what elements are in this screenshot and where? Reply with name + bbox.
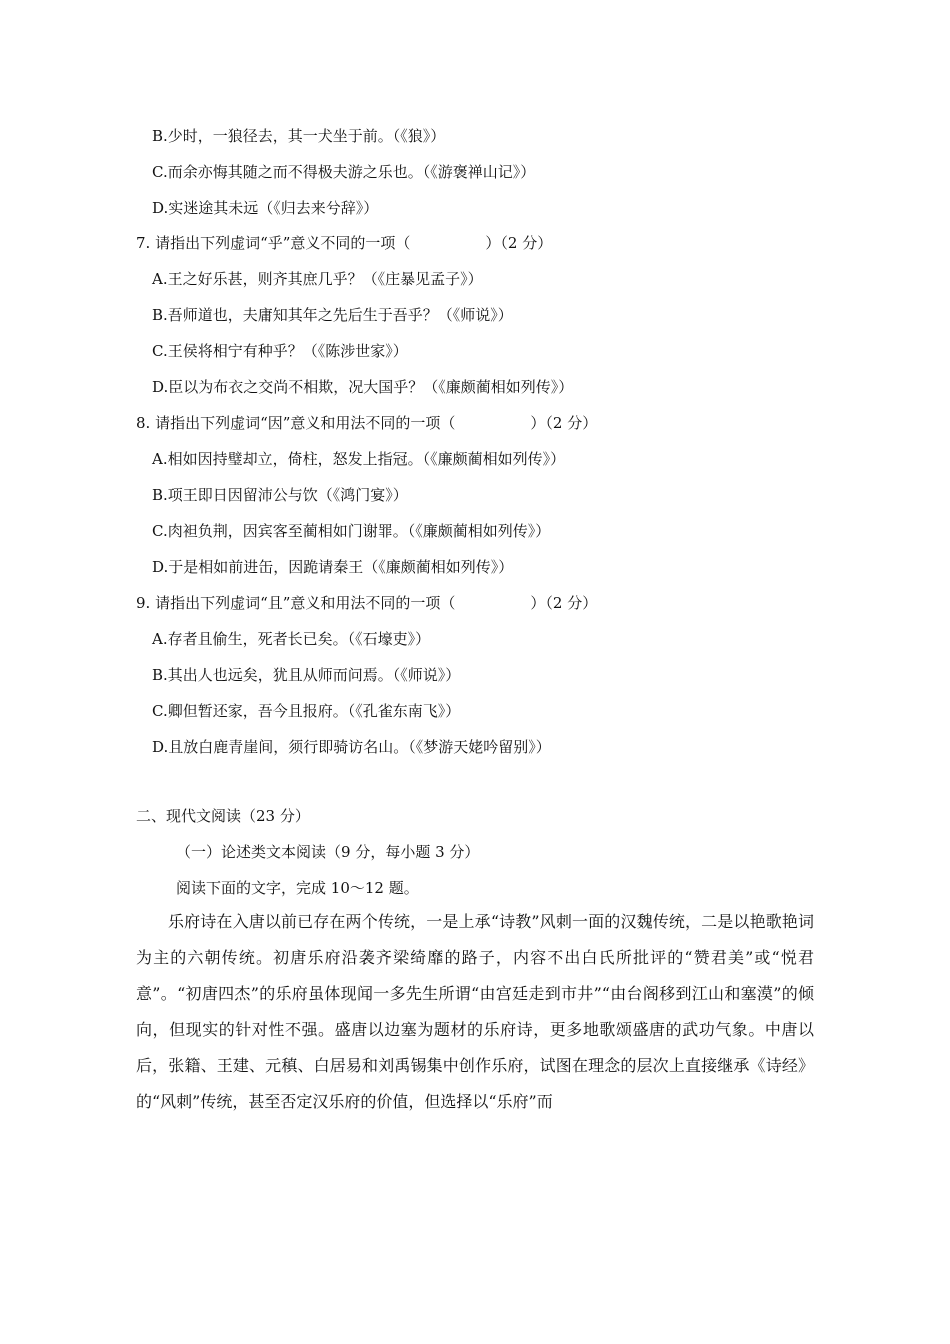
q7-stem: 7. 请指出下列虚词“乎”意义不同的一项（ ）（2 分） [136,234,553,252]
q8-option-a: A.相如因持璧却立，倚柱，怒发上指冠。（《廉颇蔺相如列传》） [152,450,566,468]
q6-option-b: B.少时，一狼径去，其一犬坐于前。（《狼》） [152,127,446,145]
q7-option-b: B.吾师道也，夫庸知其年之先后生于吾乎？（《师说》） [152,306,513,324]
q8-stem: 8. 请指出下列虚词“因”意义和用法不同的一项（ ）（2 分） [136,414,598,432]
q8-option-c: C.肉袒负荆，因宾客至蔺相如门谢罪。（《廉颇蔺相如列传》） [152,522,551,540]
reading-instruction: 阅读下面的文字，完成 10～12 题。 [176,879,419,897]
passage-paragraph: 乐府诗在入唐以前已存在两个传统，一是上承“诗教”风刺一面的汉魏传统，二是以艳歌艳词为主的六朝传统。初唐乐府沿袭齐梁绮靡的路子，内容不出白氏所批评的“赞君美”或“悦君意”。“初唐四杰”的乐府虽体现闻一多先生所谓“由宫廷走到市井”“由台阁移到江山和塞漠”的倾向，但现实的针对性不强。盛唐以边塞为题材的乐府诗，更多地歌颂盛唐的武功气象。中唐以后，张籍、王建、元稹、白居易和刘禹锡集中创作乐府，试图在理念的层次上直接继承《诗经》的“风刺”传统，甚至否定汉乐府的价值，但选择以“乐府”而 [136,912,814,1111]
q6-option-d: D.实迷途其未远（《归去来兮辞》） [152,199,379,217]
q9-stem: 9. 请指出下列虚词“且”意义和用法不同的一项（ ）（2 分） [136,594,598,612]
q9-option-c: C.卿但暂还家，吾今且报府。（《孔雀东南飞》） [152,702,461,720]
section-title: 二、现代文阅读（23 分） [136,807,310,825]
q7-option-a: A.王之好乐甚，则齐其庶几乎？（《庄暴见孟子》） [152,270,483,288]
q7-option-c: C.王侯将相宁有种乎？（《陈涉世家》） [152,342,408,360]
q6-option-c: C.而余亦悔其随之而不得极夫游之乐也。（《游褒禅山记》） [152,163,536,181]
q8-option-d: D.于是相如前进缶，因跪请秦王（《廉颇蔺相如列传》） [152,558,514,576]
q9-option-a: A.存者且偷生，死者长已矣。（《石壕吏》） [152,630,431,648]
q9-option-b: B.其出人也远矣，犹且从师而问焉。（《师说》） [152,666,461,684]
q7-option-d: D.臣以为布衣之交尚不相欺，况大国乎？（《廉颇蔺相如列传》） [152,378,574,396]
q9-option-d: D.且放白鹿青崖间，须行即骑访名山。（《梦游天姥吟留别》） [152,738,551,756]
reading-passage [136,904,814,1120]
q8-option-b: B.项王即日因留沛公与饮（《鸿门宴》） [152,486,408,504]
section-subtitle: （一）论述类文本阅读（9 分，每小题 3 分） [176,843,480,861]
